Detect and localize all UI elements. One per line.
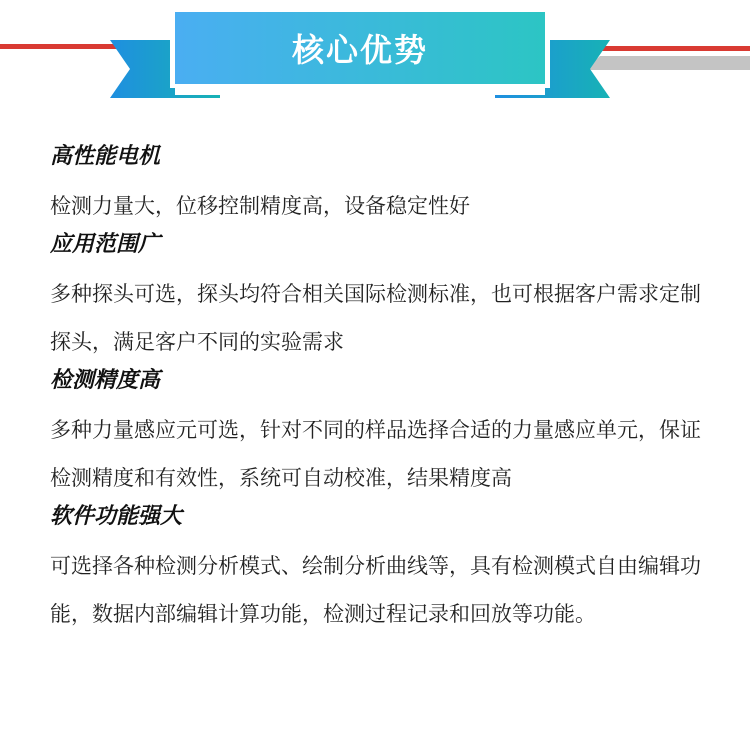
section-body: 可选择各种检测分析模式、绘制分析曲线等，具有检测模式自由编辑功能，数据内部编辑计算功能，检测过程记录和回放等功能。 [50,554,701,626]
section-body: 检测力量大，位移控制精度高，设备稳定性好 [50,194,470,218]
header-banner [0,0,750,110]
content-area [50,138,710,638]
title-wrap [175,12,545,84]
section-high-performance-motor [50,142,710,230]
section-body: 多种力量感应元可选，针对不同的样品选择合适的力量感应单元，保证检测精度和有效性，系统可自动校准，结果精度高 [50,418,701,490]
section-title: 应用范围广 [50,232,161,257]
section-powerful-software [50,502,710,638]
page-title: 核心优势 [291,31,428,69]
section-title: 检测精度高 [50,368,161,393]
section-body: 多种探头可选，探头均符合相关国际检测标准，也可根据客户需求定制探头，满足客户不同的实验需求 [50,282,701,354]
section-high-precision [50,366,710,502]
section-title: 软件功能强大 [50,504,183,529]
right-gray-bar [585,56,750,70]
section-title: 高性能电机 [50,144,161,169]
section-wide-application [50,230,710,366]
